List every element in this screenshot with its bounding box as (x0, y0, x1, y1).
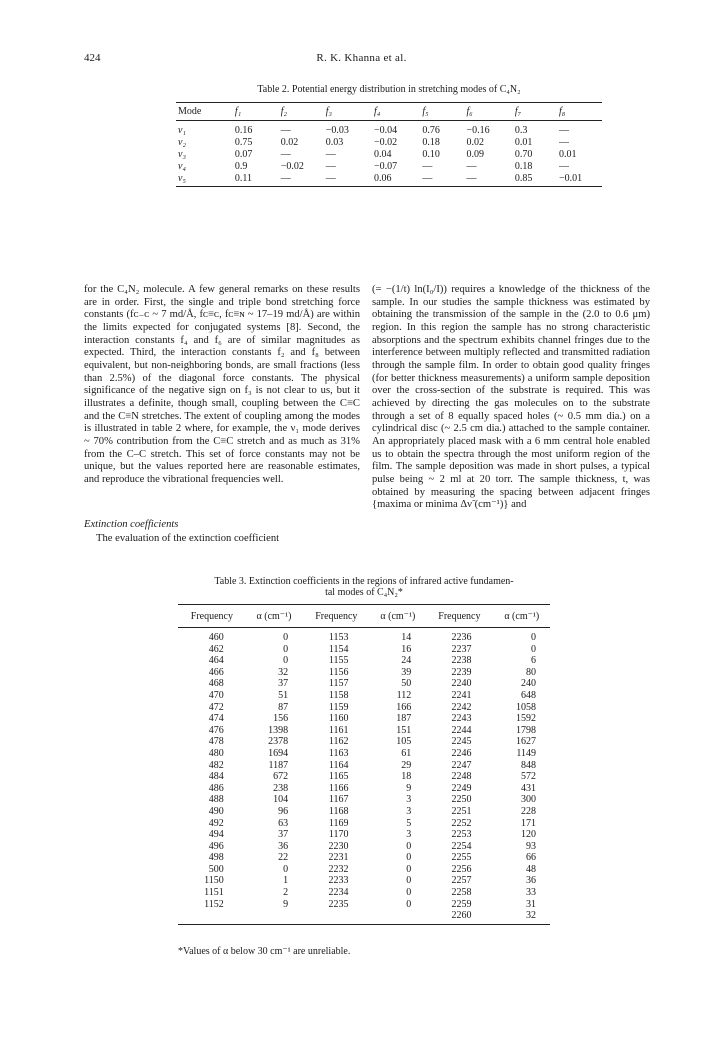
table3-cell: 672 (273, 771, 289, 783)
table3-cell: 0 (283, 655, 289, 667)
table3-cell: 156 (273, 713, 289, 725)
table3-row (178, 690, 550, 702)
table3-cell: 238 (273, 782, 289, 794)
table2-cell: −0.16 (466, 124, 490, 136)
table3-cell: 2254 (451, 840, 472, 852)
table3-row (178, 864, 550, 876)
table2-cell: 0.03 (325, 136, 344, 148)
table2-cell: 0.11 (233, 172, 279, 187)
table3-cell: 1592 (516, 713, 536, 725)
table3-cell: 22 (278, 852, 289, 864)
table3-cell: 5 (406, 817, 412, 829)
table3-row (178, 667, 550, 679)
table3-cell: 37 (278, 678, 289, 690)
table3-cell: 2240 (451, 678, 472, 690)
table3-cell: 1694 (268, 747, 289, 759)
table3-cell (370, 910, 425, 924)
table3-cell: 300 (521, 794, 536, 806)
table3-cell: 3 (406, 805, 412, 817)
table3-row (178, 678, 550, 690)
table3-cell: 36 (526, 875, 536, 887)
left-column-paragraph: for the C₄N₂ molecule. A few general remarks on these results are in order. First, the single and triple bond stretching force constants (fᴄ₋ᴄ ~ 7 md/Å, fᴄ≡ᴄ, fᴄ≡ɴ ~ 17–19 md/Å) are within the limits expected for conjugated systems [8]. Second, the interaction constants f₄ and f₆ are of similar magnitudes as expected. Third, the interaction constants f₂ and f₈ between equivalent, but non-neighboring bonds, are small fractions (less than 2.5%) of the diagonal force constants. The physical significance of the negative sign on f₃ is not clear to us, but it illustrates a definite, though small, coupling between the C≡C and the C≡N stretches. The extent of coupling among the modes is illustrated in table 2 where, for example, the ν₁ mode derives ~ 70% contribution from the C≡C stretch and as much as 31% from the C–C stretch. This set of force constants may not be unique, but the values reported here are reasonable estimates, and reproduce the vibrational frequencies well. (84, 284, 360, 485)
table2-caption: Table 2. Potential energy distribution in stretching modes of C₄N₂ (257, 84, 521, 95)
table3-row (178, 628, 550, 644)
table3-caption-line2: tal modes of C₄N₂* (325, 587, 403, 598)
table3-cell: 0 (531, 632, 536, 643)
table3-cell: 24 (401, 655, 412, 667)
table3-cell: 112 (396, 689, 412, 701)
table3-cell: 96 (278, 805, 289, 817)
table3-cell: 2243 (451, 713, 472, 725)
table3-row (178, 736, 550, 748)
table3-header-cell: α (cm⁻¹) (370, 605, 425, 628)
table3-cell: 848 (521, 759, 536, 771)
table3-row (178, 887, 550, 899)
table3-cell: 0 (406, 852, 412, 864)
table3-row (178, 794, 550, 806)
table2-header-cell: f₇ (513, 103, 557, 121)
table3-cell: 2255 (451, 852, 472, 864)
table3-cell: 2241 (451, 689, 472, 701)
table3-cell: 1154 (328, 643, 349, 655)
table2-header-cell: f₂ (279, 103, 324, 121)
table3-cell: 14 (401, 632, 412, 643)
table2-cell: 0.85 (513, 172, 557, 187)
table3-cell: 166 (396, 701, 412, 713)
table2-cell: — (325, 160, 336, 172)
table2-cell: — (558, 136, 569, 148)
table3-header-cell: α (cm⁻¹) (494, 605, 550, 628)
table3-cell: 1166 (328, 782, 349, 794)
table3-cell: 29 (401, 759, 412, 771)
table2-header-cell: f₈ (557, 103, 602, 121)
table3-cell: 1170 (328, 829, 349, 841)
table3-cell: 3 (406, 829, 412, 841)
table3-cell: 104 (273, 794, 289, 806)
table3-cell: 1167 (328, 794, 349, 806)
table2-cell: 0.76 (422, 124, 440, 136)
table2-cell: 0.02 (466, 136, 485, 148)
table2-row (176, 160, 602, 172)
table3-cell: 464 (208, 655, 224, 667)
table3-cell: 2252 (451, 817, 472, 829)
table3-cell: 490 (208, 805, 224, 817)
table3-cell: 496 (208, 840, 224, 852)
table3-cell: 87 (278, 701, 289, 713)
table3-cell: 2244 (451, 724, 472, 736)
table3-row (178, 760, 550, 772)
table3-cell: 1627 (516, 736, 536, 748)
table3-header-cell: Frequency (425, 605, 493, 628)
table2-cell: 0.06 (372, 172, 420, 187)
table2-row (176, 172, 602, 187)
table3-cell: 480 (208, 747, 224, 759)
table2-cell: −0.01 (557, 172, 602, 187)
table3-cell: 2231 (328, 852, 349, 864)
table3-cell: 105 (396, 736, 412, 748)
table3-cell: 1158 (328, 689, 349, 701)
table3-header-cell: α (cm⁻¹) (246, 605, 302, 628)
table3-row (178, 783, 550, 795)
table3-row (178, 910, 550, 924)
table3-cell: 2237 (451, 643, 472, 655)
table3-cell: 1398 (268, 724, 289, 736)
table3-cell: 498 (208, 852, 224, 864)
table3-row (178, 829, 550, 841)
table3-cell: 31 (526, 898, 536, 910)
table2-cell: −0.02 (280, 160, 304, 172)
table3-cell: 470 (208, 689, 224, 701)
table3-cell: 462 (208, 643, 224, 655)
table3-cell: 6 (531, 655, 536, 667)
table2-header-cell: Mode (176, 103, 233, 121)
table3-row (178, 875, 550, 887)
table3-cell: 37 (278, 829, 289, 841)
table3-cell: 482 (208, 759, 224, 771)
table3-cell: 478 (208, 736, 224, 748)
table3-cell: 2234 (328, 887, 349, 899)
table2-cell: 0.9 (234, 160, 248, 172)
table2-cell: −0.02 (374, 136, 398, 148)
table3-cell: 2232 (328, 863, 349, 875)
table3-row (178, 725, 550, 737)
table3-cell: 2246 (451, 747, 472, 759)
table3-cell: 1151 (204, 887, 224, 899)
table3-cell: 2238 (451, 655, 472, 667)
table3-cell: 93 (526, 840, 536, 852)
table2-cell: ν₁ (178, 124, 186, 136)
table2-header-cell: f₅ (420, 103, 464, 121)
table3-cell: 486 (208, 782, 224, 794)
table3-cell: 61 (401, 747, 412, 759)
table2-cell: — (280, 124, 291, 136)
table2-cell: 0.3 (514, 124, 528, 136)
table3-cell: 460 (208, 632, 224, 643)
table3-cell: 1155 (328, 655, 349, 667)
table3-header-cell: Frequency (302, 605, 370, 628)
table3-caption-line1: Table 3. Extinction coefficients in the regions of infrared active fundamen- (214, 576, 514, 587)
table3-cell: 0 (406, 887, 412, 899)
table3-cell: 50 (401, 678, 412, 690)
table2-cell: 0.01 (558, 148, 577, 160)
table2-cell: — (325, 148, 336, 160)
table2-cell: 0.09 (466, 148, 485, 160)
table3-header-cell: Frequency (178, 605, 246, 628)
table3-cell: 2 (283, 887, 289, 899)
table3-cell: 476 (208, 724, 224, 736)
table2-cell: −0.03 (325, 124, 349, 136)
table3-cell: 488 (208, 794, 224, 806)
table3-row (178, 702, 550, 714)
table3-cell: 18 (401, 771, 412, 783)
table3-cell: 1058 (516, 701, 536, 713)
table3-cell: 2242 (451, 701, 472, 713)
table2-cell: 0.70 (514, 148, 533, 160)
table3-cell: 1187 (268, 759, 289, 771)
table3-cell: 2250 (451, 794, 472, 806)
table3-cell: 500 (208, 863, 224, 875)
running-header-authors: R. K. Khanna et al. (316, 52, 407, 64)
table3-cell: 2258 (451, 887, 472, 899)
table3-cell (246, 910, 302, 924)
table3-cell: 36 (278, 840, 289, 852)
table2-cell: — (324, 172, 372, 187)
table3-cell: 2260 (425, 910, 493, 924)
table3-cell: 9 (406, 782, 412, 794)
table3-cell: 1164 (328, 759, 349, 771)
table3-cell: 1161 (328, 724, 349, 736)
table2-cell: 0.04 (374, 148, 392, 160)
table3-cell: 1162 (328, 736, 349, 748)
table2-header-cell: f₁ (233, 103, 279, 121)
table3-cell: 2253 (451, 829, 472, 841)
table2-cell: — (558, 124, 569, 136)
table3-row (178, 899, 550, 911)
table3-cell: 1 (283, 875, 289, 887)
table3-cell: 66 (526, 852, 536, 864)
page-number: 424 (84, 52, 101, 64)
table3-cell: 1168 (328, 805, 349, 817)
table2-cell: 0.16 (234, 124, 253, 136)
table3-cell: 2259 (451, 898, 472, 910)
table3-cell: 1156 (328, 666, 349, 678)
right-column-paragraph: (= −(1/t) ln(I₀/I)) requires a knowledge of the thickness of the sample. In our studies the sample thickness was estimated by obtaining the transmission of the sample in the (2.0 to 0.6 μm) region. In this region the sample has no strong characteristic absorptions and the spectrum exhibits channel fringes due to the interference between multiply reflected and transmitted radiation through the sample film. In order to obtain good quality fringes (for better thickness measurements) a uniform sample deposition over the cross-section of the substrate is required. This was achieved by directing the gas molecules on to the substrate through a set of 8 equally spaced holes (~ 0.5 mm dia.) on a cylindrical disc (~ 2.5 cm dia.) attached to the sample container. An appropriately placed mask with a 6 mm central hole enabled us to obtain the spectra through the most uniform region of the film. The sample deposition was made in short pulses, a typical pulse being ~ 2 ml at 20 torr. The sample thickness, t, was obtained by measuring the spacing between adjacent fringes {maxima or minima Δν̃ (cm⁻¹)} and (372, 284, 650, 511)
table2-cell: — (466, 160, 477, 172)
table3-cell: 0 (283, 863, 289, 875)
table2-row (176, 121, 602, 137)
table3-cell: 2235 (328, 898, 349, 910)
table3-row (178, 818, 550, 830)
table3-cell: 2233 (328, 875, 349, 887)
table2-cell: ν₃ (178, 148, 186, 160)
table3-cell (302, 910, 370, 924)
table3-cell: 431 (521, 782, 536, 794)
table2-cell: ν₅ (176, 172, 233, 187)
table2-cell: 0.75 (234, 136, 253, 148)
table2-cell: 0.02 (280, 136, 299, 148)
table3-cell: 1159 (328, 701, 349, 713)
table3-footnote: *Values of α below 30 cm⁻¹ are unreliable. (178, 946, 351, 957)
table3-cell: 51 (278, 689, 289, 701)
table2-cell: 0.18 (422, 136, 440, 148)
table3-cell: 80 (526, 666, 536, 678)
table3-cell: 492 (208, 817, 224, 829)
table3-row (178, 644, 550, 656)
table2-header-cell: f₆ (465, 103, 513, 121)
table2 (176, 102, 602, 187)
table3-row (178, 771, 550, 783)
table3-cell: 2257 (451, 875, 472, 887)
table2-cell: — (420, 172, 464, 187)
table3-cell: 2239 (451, 666, 472, 678)
table3-cell: 32 (494, 910, 550, 924)
table2-row (176, 148, 602, 160)
table3-cell: 1150 (204, 875, 224, 887)
table3-row (178, 748, 550, 760)
table2-header-cell: f₄ (372, 103, 420, 121)
table3-cell: 63 (278, 817, 289, 829)
table3-cell: 494 (208, 829, 224, 841)
table3-cell: 2249 (451, 782, 472, 794)
table3-cell: 0 (283, 643, 289, 655)
table3-cell: 39 (401, 666, 412, 678)
table3-row (178, 806, 550, 818)
table3-row (178, 713, 550, 725)
table3-cell: 466 (208, 666, 224, 678)
table3-cell: 9 (283, 898, 289, 910)
table2-cell: −0.04 (374, 124, 398, 136)
table3-cell: 648 (521, 689, 536, 701)
table3-cell: 1169 (328, 817, 349, 829)
table3-cell: 1163 (328, 747, 349, 759)
table2-cell: — (279, 172, 324, 187)
table3-cell: 1165 (328, 771, 349, 783)
table3-cell: 2247 (451, 759, 472, 771)
table3-cell: 48 (526, 863, 536, 875)
table3-cell: 484 (208, 771, 224, 783)
table2-header-cell: f₃ (324, 103, 372, 121)
table3-cell: 0 (283, 632, 289, 643)
table3-cell: 1152 (204, 898, 224, 910)
table3-cell: 171 (521, 817, 536, 829)
table3-cell: 151 (396, 724, 412, 736)
table3-cell: 2248 (451, 771, 472, 783)
table2-cell: ν₂ (178, 136, 186, 148)
table3-cell: 2230 (328, 840, 349, 852)
table2-cell: 0.01 (514, 136, 533, 148)
table3-cell: 572 (521, 771, 536, 783)
table2-cell: 0.07 (234, 148, 253, 160)
table3-cell: 468 (208, 678, 224, 690)
table3-cell: 32 (278, 666, 289, 678)
table3-cell: 0 (531, 643, 536, 655)
table3-cell: 0 (406, 875, 412, 887)
table2-cell: — (558, 160, 569, 172)
table2-cell: ν₄ (178, 160, 186, 172)
table3-cell: 33 (526, 887, 536, 899)
table3-cell: 2251 (451, 805, 472, 817)
table3-caption (178, 576, 550, 598)
table3-cell: 2378 (268, 736, 289, 748)
table3-cell: 0 (406, 863, 412, 875)
table2-cell: — (422, 160, 433, 172)
table3 (178, 604, 550, 925)
table3-cell: 0 (406, 840, 412, 852)
table3-row (178, 841, 550, 853)
table3-cell: 2236 (451, 632, 472, 643)
table3-cell: 2245 (451, 736, 472, 748)
table3-cell: 474 (208, 713, 224, 725)
table3-cell: 0 (406, 898, 412, 910)
table3-cell: 187 (396, 713, 412, 725)
table2-cell: −0.07 (374, 160, 398, 172)
section-first-line: The evaluation of the extinction coefficient (96, 533, 280, 544)
table3-cell: 472 (208, 701, 224, 713)
table2-cell: 0.18 (514, 160, 533, 172)
table3-cell: 3 (406, 794, 412, 806)
table3-cell: 120 (521, 829, 536, 841)
table3-cell: 1149 (516, 747, 536, 759)
table3-row (178, 655, 550, 667)
table3-cell: 240 (521, 678, 536, 690)
table3-cell: 1160 (328, 713, 349, 725)
table3-cell: 1798 (516, 724, 536, 736)
table2-row (176, 136, 602, 148)
table3-cell: 16 (401, 643, 412, 655)
table3-cell: 1157 (328, 678, 349, 690)
table3-cell: 228 (521, 805, 536, 817)
table3-cell: 2256 (451, 863, 472, 875)
table3-cell: 1153 (328, 632, 349, 643)
table3-cell (178, 910, 246, 924)
table2-cell: — (280, 148, 291, 160)
table2-cell: — (465, 172, 513, 187)
section-title-extinction: Extinction coefficients (84, 519, 179, 530)
table3-row (178, 852, 550, 864)
table2-cell: 0.10 (422, 148, 440, 160)
